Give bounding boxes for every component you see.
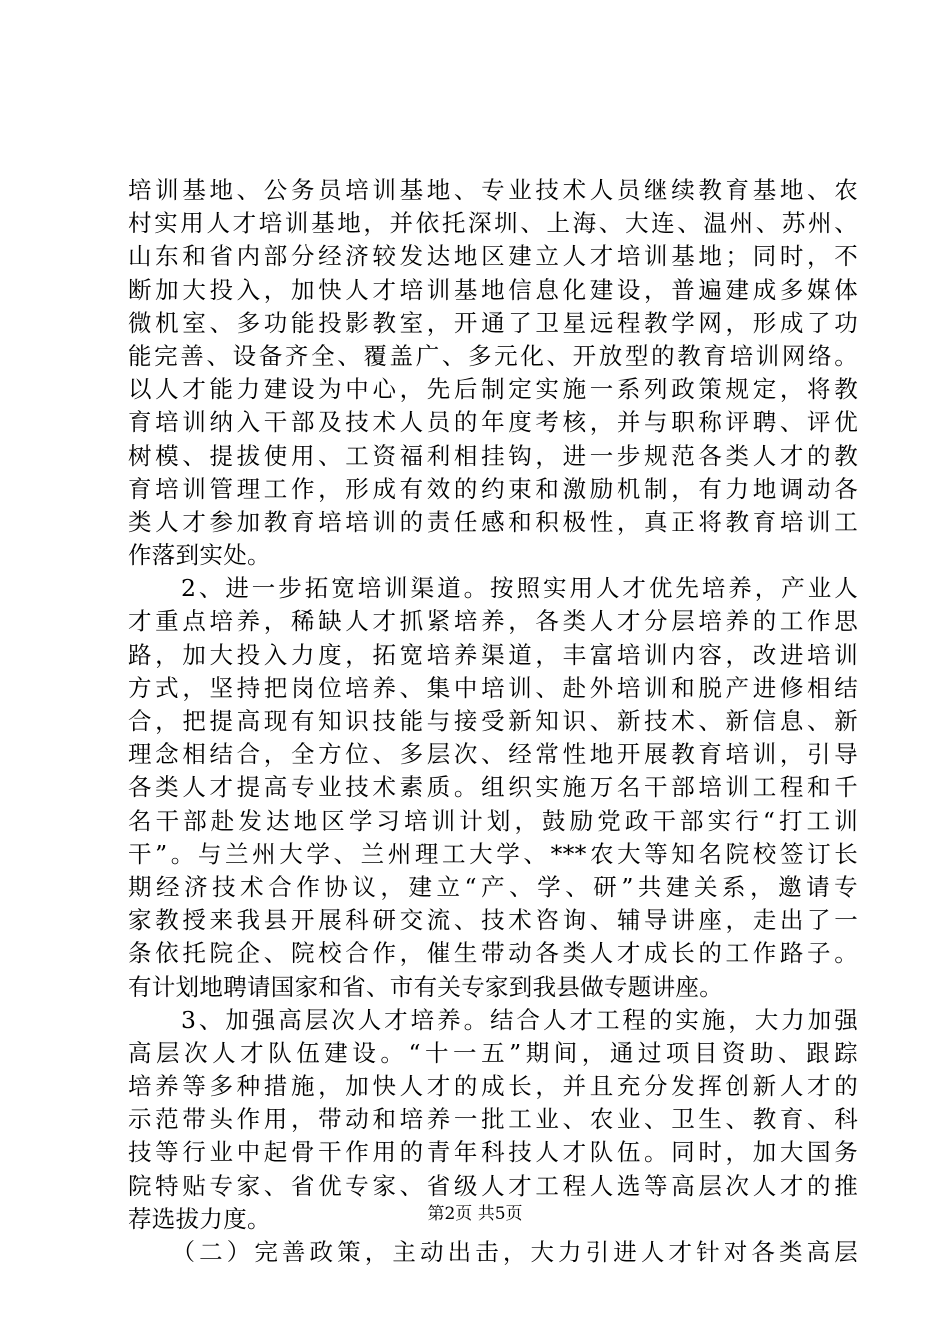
text-line: 育培训管理工作，形成有效的约束和激励机制，有力地调动各 bbox=[128, 474, 858, 503]
text-line: 育培训纳入干部及技术人员的年度考核，并与职称评聘、评优 bbox=[128, 408, 858, 437]
text-line: 山东和省内部分经济较发达地区建立人才培训基地；同时，不 bbox=[128, 242, 858, 271]
text-line: 类人才参加教育培培训的责任感和积极性，真正将教育培训工 bbox=[128, 507, 858, 536]
text-line: 树模、提拔使用、工资福利相挂钩，进一步规范各类人才的教 bbox=[128, 441, 858, 470]
text-line: 2、进一步拓宽培训渠道。按照实用人才优先培养，产业人 bbox=[128, 574, 858, 603]
text-line: 高层次人才队伍建设。“十一五”期间，通过项目资助、跟踪 bbox=[128, 1038, 858, 1067]
text-line: 技等行业中起骨干作用的青年科技人才队伍。同时，加大国务 bbox=[128, 1138, 858, 1167]
text-line: 以人才能力建设为中心，先后制定实施一系列政策规定，将教 bbox=[128, 375, 858, 404]
text-line: 培训基地、公务员培训基地、专业技术人员继续教育基地、农 bbox=[128, 176, 858, 204]
text-line: 微机室、多功能投影教室，开通了卫星远程教学网，形成了功 bbox=[128, 308, 858, 337]
text-line: 干”。与兰州大学、兰州理工大学、***农大等知名院校签订长 bbox=[128, 839, 858, 868]
text-line: 示范带头作用，带动和培养一批工业、农业、卫生、教育、科 bbox=[128, 1105, 858, 1134]
text-line: 培养等多种措施，加快人才的成长，并且充分发挥创新人才的 bbox=[128, 1072, 858, 1101]
text-line: 才重点培养，稀缺人才抓紧培养，各类人才分层培养的工作思 bbox=[128, 607, 858, 636]
text-line: 荐选拔力度。 bbox=[128, 1204, 271, 1233]
text-line: 院特贴专家、省优专家、省级人才工程人选等高层次人才的推 bbox=[128, 1171, 858, 1200]
text-line: 作落到实处。 bbox=[128, 541, 271, 570]
text-line: 理念相结合，全方位、多层次、经常性地开展教育培训，引导 bbox=[128, 740, 858, 769]
page-footer bbox=[0, 1203, 950, 1225]
page-number-label: 第2页 共5页 bbox=[427, 1204, 523, 1224]
text-line: 能完善、设备齐全、覆盖广、多元化、开放型的教育培训网络。 bbox=[128, 341, 858, 370]
text-line: 各类人才提高专业技术素质。组织实施万名干部培训工程和千 bbox=[128, 773, 858, 802]
document-body bbox=[128, 174, 858, 1269]
text-line: 村实用人才培训基地，并依托深圳、上海、大连、温州、苏州、 bbox=[128, 209, 858, 238]
text-line: 方式，坚持把岗位培养、集中培训、赴外培训和脱产进修相结 bbox=[128, 673, 858, 702]
text-line: 断加大投入，加快人才培训基地信息化建设，普遍建成多媒体 bbox=[128, 275, 858, 304]
text-line: （二）完善政策，主动出击，大力引进人才针对各类高层 bbox=[128, 1238, 858, 1266]
text-line: 3、加强高层次人才培养。结合人才工程的实施，大力加强 bbox=[128, 1005, 858, 1034]
text-line: 有计划地聘请国家和省、市有关专家到我县做专题讲座。 bbox=[128, 972, 723, 1001]
text-line: 家教授来我县开展科研交流、技术咨询、辅导讲座，走出了一 bbox=[128, 906, 858, 935]
text-line: 期经济技术合作协议，建立“产、学、研”共建关系，邀请专 bbox=[128, 872, 858, 901]
text-line: 路，加大投入力度，拓宽培养渠道，丰富培训内容，改进培训 bbox=[128, 640, 858, 669]
text-line: 名干部赴发达地区学习培训计划，鼓励党政干部实行“打工训 bbox=[128, 806, 858, 835]
text-line: 合，把提高现有知识技能与接受新知识、新技术、新信息、新 bbox=[128, 707, 858, 735]
text-line: 条依托院企、院校合作，催生带动各类人才成长的工作路子。 bbox=[128, 939, 858, 968]
